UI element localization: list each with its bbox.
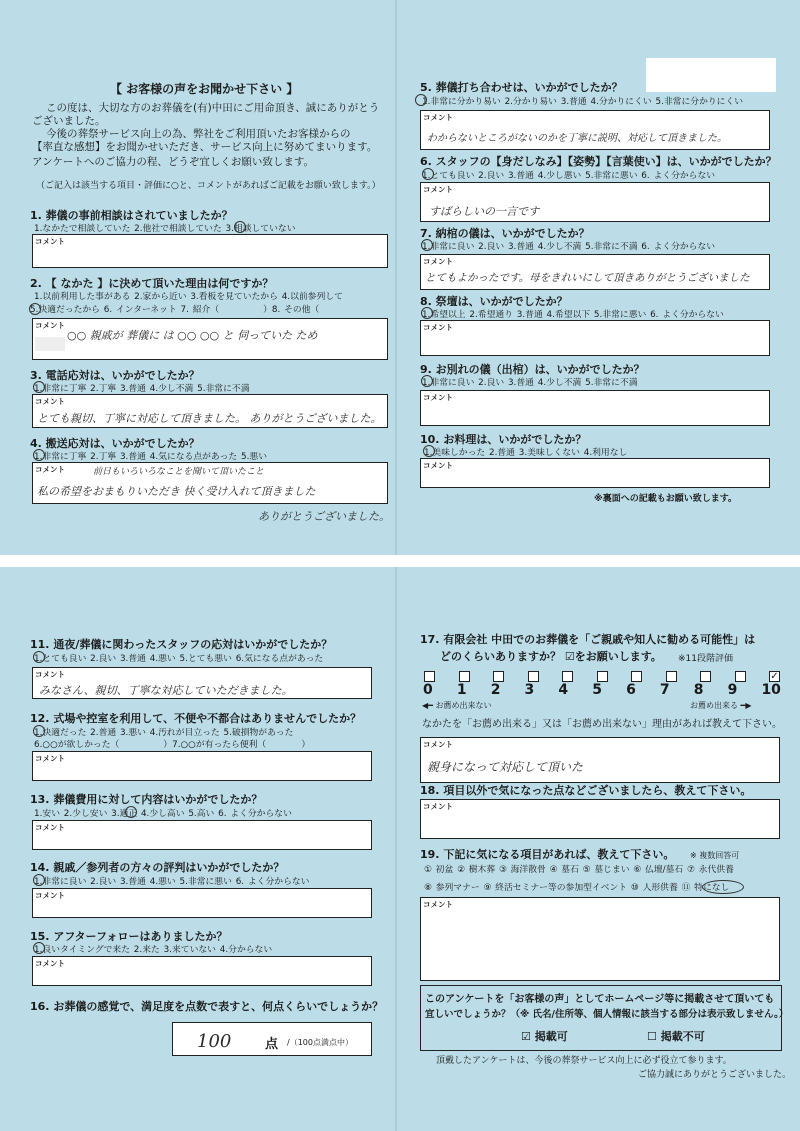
- q12-selected-mark: [33, 725, 45, 737]
- consent-yes-label: 掲載可: [534, 1030, 568, 1043]
- survey-sheet-front: [0, 0, 800, 555]
- q17-num-2: 2: [490, 682, 501, 698]
- footer-line-2: ご協力誠にありがとうございました。: [638, 1070, 792, 1080]
- q17-num-5: 5: [592, 682, 602, 698]
- q5-comment-box[interactable]: [420, 110, 770, 150]
- q5-question: 5. 葬儀打ち合わせは、いかがでしたか？: [420, 81, 623, 94]
- q14-question: 14. 親戚／参列者の方々の評判はいかがでしたか？: [30, 861, 285, 874]
- q7-comment-label: コメント: [423, 257, 453, 266]
- q17-scale-numbers: [422, 682, 782, 698]
- q19-note: ※ 複数回答可: [690, 851, 740, 860]
- q2-comment-label: コメント: [35, 321, 65, 330]
- q10-comment-label: コメント: [423, 461, 453, 470]
- q17-checkbox-10[interactable]: ✓: [770, 671, 779, 682]
- q17-checkbox-8[interactable]: [700, 671, 711, 682]
- q19-options-2[interactable]: ⑧ 参列マナー ⑨ 終活セミナー等の参加型イベント ⑩ 人形供養 ⑪ 特になし: [424, 883, 730, 893]
- footer-line-1: 頂戴したアンケートは、今後の葬祭サービス向上に必ず役立て参ります。: [436, 1056, 732, 1066]
- q1-options[interactable]: 1.なかたで相談していた 2.他社で相談していた 3.相談していない: [34, 224, 296, 234]
- q4-question: 4. 搬送応対は、いかがでしたか？: [30, 437, 200, 450]
- q2-question: 2. 【 なかた 】に決めて頂いた理由は何ですか？: [30, 277, 274, 290]
- q11-comment-box[interactable]: [32, 667, 372, 699]
- q13-question: 13. 葬儀費用に対して内容はいかがでしたか？: [30, 793, 263, 806]
- consent-no-option[interactable]: [647, 1028, 705, 1044]
- q10-question: 10. お料理は、いかがでしたか？: [420, 433, 587, 446]
- q17-num-4: 4: [558, 682, 569, 698]
- q15-question: 15. アフターフォローはありましたか？: [30, 930, 228, 943]
- q8-selected-mark: [421, 307, 433, 319]
- q9-question: 9. お別れの儀（出棺）は、いかがでしたか？: [420, 363, 645, 376]
- q4-comment-box[interactable]: [32, 462, 388, 504]
- redacted-name: [35, 337, 65, 351]
- q4-comment-label: コメント: [35, 465, 65, 474]
- q16-question: 16. お葬儀の感覚で、満足度を点数で表すと、何点くらいでしょうか？: [30, 1000, 384, 1013]
- q17-left-arrow: ◀━ お薦め出来ない: [422, 701, 492, 710]
- q13-comment-box[interactable]: [32, 820, 372, 850]
- q5-selected-mark: [415, 94, 427, 106]
- q13-options[interactable]: 1.安い 2.少し安い 3.適正 4.少し高い 5.高い 6. よく分からない: [34, 809, 292, 819]
- q3-options[interactable]: 1.非常に丁寧 2.丁寧 3.普通 4.少し不満 5.非常に不満: [34, 384, 250, 394]
- q16-unit: 点: [265, 1037, 279, 1052]
- q17-comment-label: コメント: [423, 740, 453, 749]
- q14-options[interactable]: 1.非常に良い 2.良い 3.普通 4.悪い 5.非常に悪い 6. よく分からない: [34, 877, 310, 887]
- q7-comment-box[interactable]: [420, 254, 770, 290]
- q9-comment-label: コメント: [423, 393, 453, 402]
- q8-question: 8. 祭壇は、いかがでしたか？: [420, 295, 568, 308]
- q2-options-1[interactable]: 1.以前利用した事がある 2.家から近い 3.看板を見ていたから 4.以前参列して: [34, 292, 343, 302]
- q2-comment-text: ○○ 親戚が 葬儀に は ○○ ○○ と 伺っていた ため: [67, 329, 318, 342]
- q17-num-8: 8: [693, 682, 704, 698]
- q19-selected-mark: [702, 880, 744, 894]
- q17-question-1: 17. 有限会社 中田でのお葬儀を「ご親戚や知人に勧める可能性」は: [420, 633, 756, 646]
- q17-checkbox-1[interactable]: [459, 671, 470, 682]
- q17-comment-text: 親身になって対応して頂いた: [427, 760, 584, 774]
- q17-checkbox-4[interactable]: [562, 671, 573, 682]
- q17-comment-box[interactable]: [420, 737, 780, 783]
- q6-selected-mark: [422, 168, 434, 180]
- q6-question: 6. スタッフの【身だしなみ】【姿勢】【言葉使い】は、いかがでしたか？: [420, 155, 777, 168]
- intro-line-2: ございました。: [32, 115, 106, 127]
- intro-line-3: 今後の葬祭サービス向上の為、弊社をご利用頂いたお客様からの: [46, 128, 351, 140]
- consent-text-2: 宜しいでしょうか？（※ 氏名/住所等、個人情報に該当する部分は表示致しません。）: [425, 1009, 789, 1020]
- q4-selected-mark: [33, 449, 45, 461]
- q17-right-arrow: お薦め出来る ━▶: [690, 701, 752, 710]
- q17-left-label: お薦め出来ない: [435, 701, 492, 710]
- q12-options-2[interactable]: 6.○○が欲しかった（ ）7.○○が有ったら便利（ ）: [34, 740, 311, 750]
- consent-no-label: 掲載不可: [660, 1030, 705, 1043]
- q4-comment-text-3: ありがとうございました。: [258, 510, 390, 523]
- q17-checkbox-9[interactable]: [735, 671, 746, 682]
- q17-checkbox-6[interactable]: [631, 671, 642, 682]
- q19-options-1[interactable]: ① 初盆 ② 樹木葬 ③ 海洋散骨 ④ 墓石 ⑤ 墓じまい ⑥ 仏壇/墓石 ⑦ 永代供養: [424, 865, 734, 875]
- q1-selected-mark: [234, 221, 246, 233]
- q8-options[interactable]: 1.希望以上 2.希望通り 3.普通 4.希望以下 5.非常に悪い 6. よく分からない: [422, 310, 724, 320]
- q7-selected-mark: [421, 239, 433, 251]
- q2-comment-box[interactable]: [32, 318, 388, 360]
- q7-question: 7. 納棺の儀は、いかがでしたか？: [420, 227, 590, 240]
- fold-line: [395, 0, 397, 555]
- q7-comment-text: とてもよかったです。母をきれいにして頂きありがとうございました: [425, 272, 750, 284]
- q4-comment-text-1: 前日もいろいろなことを聞いて頂いたこと: [93, 467, 265, 477]
- q17-num-10: 10: [761, 682, 781, 698]
- q9-selected-mark: [421, 375, 433, 387]
- redacted-block: [646, 58, 776, 92]
- q16-note: /（100点満点中）: [287, 1038, 353, 1047]
- q17-checkbox-row: [422, 671, 782, 682]
- q18-question: 18. 項目以外で気になった点などございましたら、教えて下さい。: [420, 784, 752, 797]
- q12-question: 12. 式場や控室を利用して、不便や不都合はありませんでしたか？: [30, 712, 362, 725]
- q19-comment-box[interactable]: [420, 897, 780, 981]
- q18-comment-box[interactable]: [420, 799, 780, 839]
- q11-selected-mark: [33, 651, 45, 663]
- q15-comment-label: コメント: [35, 959, 65, 968]
- q17-checkbox-2[interactable]: [493, 671, 504, 682]
- q18-comment-label: コメント: [423, 802, 453, 811]
- q3-comment-text: とても親切、丁寧に対応して頂きました。 ありがとうございました。: [37, 412, 382, 425]
- q17-checkbox-3[interactable]: [528, 671, 539, 682]
- survey-title: 【 お客様の声をお聞かせ下さい 】: [110, 82, 299, 96]
- intro-line-5: アンケートへのご協力の程、どうぞ宜しくお願い致します。: [32, 156, 315, 168]
- q17-num-9: 9: [727, 682, 738, 698]
- q3-comment-label: コメント: [35, 397, 65, 406]
- fold-line-back: [395, 567, 397, 1131]
- consent-text-1: このアンケートを「お客様の声」としてホームページ等に掲載させて頂いても: [425, 994, 775, 1005]
- q11-question: 11. 通夜/葬儀に関わったスタッフの応対はいかがでしたか？: [30, 638, 333, 651]
- q3-comment-box[interactable]: [32, 394, 388, 428]
- intro-line-4: 【率直な感想】をお聞かせいただき、サービス向上に努めてまいります。: [32, 141, 378, 153]
- q11-comment-text: みなさん、親切、丁寧な対応していただきました。: [39, 684, 293, 697]
- q1-comment-label: コメント: [35, 237, 65, 246]
- q17-num-1: 1: [456, 682, 467, 698]
- q6-options[interactable]: 1.とても良い 2.良い 3.普通 4.少し悪い 5.非常に悪い 6. よく分からない: [422, 171, 716, 181]
- q17-num-0: 0: [423, 682, 433, 698]
- q3-question: 3. 電話応対は、いかがでしたか？: [30, 369, 200, 382]
- q4-comment-text-2: 私の希望をおまもりいただき 快く受け入れて頂きました: [37, 485, 316, 498]
- q3-selected-mark: [33, 381, 45, 393]
- q17-checkbox-0[interactable]: [424, 671, 435, 682]
- q17-checkbox-5[interactable]: [597, 671, 608, 682]
- consent-box: [420, 985, 789, 1051]
- q17-num-6: 6: [626, 682, 636, 698]
- q2-selected-mark: [29, 303, 41, 315]
- intro-line-1: この度は、大切な方のお葬儀を(有)中田にご用命頂き、誠にありがとう: [46, 102, 380, 114]
- q8-comment-box[interactable]: [420, 320, 770, 356]
- q10-selected-mark: [423, 445, 435, 457]
- q7-options[interactable]: 1.非常に良い 2.良い 3.普通 4.少し不満 5.非常に不満 6. よく分からない: [422, 242, 716, 252]
- q14-comment-label: コメント: [35, 891, 65, 900]
- q1-comment-box[interactable]: [32, 234, 388, 268]
- back-side-note: ※裏面への記載もお願い致します。: [594, 494, 738, 504]
- q10-comment-box[interactable]: [420, 458, 770, 488]
- q17-num-3: 3: [524, 682, 535, 698]
- q17-reason-question: なかたを「お薦め出来る」又は「お薦め出来ない」理由があれば教えて下さい。: [422, 719, 782, 730]
- q17-num-7: 7: [659, 682, 670, 698]
- q5-comment-text: わからないところがないのかを丁寧に説明、対応して頂きました。: [427, 133, 727, 144]
- q11-options[interactable]: 1.とても良い 2.良い 3.普通 4.悪い 5.とても悪い 6.気になる点があった: [34, 654, 324, 664]
- intro-line-6: （ご記入は該当する項目・評価に○と、コメントがあればご記載をお願い致します。）: [36, 181, 381, 191]
- q15-options[interactable]: 1.良いタイミングで来た 2.来た 3.来ていない 4.分からない: [34, 945, 273, 955]
- q11-comment-label: コメント: [35, 670, 65, 679]
- q2-options-2[interactable]: 5.快適だったから 6. インターネット 7. 紹介（ ）8. その他（: [30, 305, 320, 315]
- q4-options[interactable]: 1.非常に丁寧 2.丁寧 3.普通 4.気になる点があった 5.悪い: [34, 452, 268, 462]
- q12-comment-box[interactable]: [32, 751, 372, 781]
- q15-selected-mark: [33, 942, 45, 954]
- q17-right-label: お薦め出来る: [690, 701, 738, 710]
- q13-selected-mark: [125, 806, 137, 818]
- q6-comment-text: すばらしいの一言です: [429, 205, 539, 218]
- survey-sheet-back: [0, 567, 800, 1131]
- q10-options[interactable]: 1.美味しかった 2.普通 3.美味しくない 4.利用なし: [424, 448, 628, 458]
- q17-question-2: どのくらいありますか？ ☑をお願いします。: [440, 650, 662, 663]
- q19-comment-label: コメント: [423, 900, 453, 909]
- q12-options-1[interactable]: 1.快適だった 2.普通 3.悪い 4.汚れが目立った 5.破損物があった: [34, 728, 294, 738]
- consent-no-check: ☐: [647, 1030, 657, 1043]
- q9-comment-box[interactable]: [420, 390, 770, 426]
- q16-score: 100: [197, 1031, 232, 1052]
- consent-yes-check: ☑: [521, 1030, 531, 1043]
- q6-comment-label: コメント: [423, 185, 453, 194]
- q16-score-box[interactable]: [172, 1022, 372, 1056]
- q1-question: 1. 葬儀の事前相談はされていましたか？: [30, 209, 233, 222]
- q14-comment-box[interactable]: [32, 888, 372, 918]
- q8-comment-label: コメント: [423, 323, 453, 332]
- q13-comment-label: コメント: [35, 823, 65, 832]
- consent-yes-option[interactable]: [521, 1028, 568, 1044]
- q12-comment-label: コメント: [35, 754, 65, 763]
- q17-scale-note: ※11段階評価: [678, 654, 733, 664]
- q19-question: 19. 下記に気になる項目があれば、教えて下さい。: [420, 848, 675, 861]
- q5-comment-label: コメント: [423, 113, 453, 122]
- q6-comment-box[interactable]: [420, 182, 770, 222]
- q9-options[interactable]: 1.非常に良い 2.良い 3.普通 4.少し不満 5.非常に不満: [422, 378, 638, 388]
- q17-scale: [422, 671, 782, 698]
- q5-options[interactable]: 1.非常に分かり易い 2.分かり易い 3.普通 4.分かりにくい 5.非常に分かりにくい: [422, 97, 744, 107]
- q15-comment-box[interactable]: [32, 956, 372, 986]
- q17-checkbox-7[interactable]: [666, 671, 677, 682]
- q14-selected-mark: [33, 874, 45, 886]
